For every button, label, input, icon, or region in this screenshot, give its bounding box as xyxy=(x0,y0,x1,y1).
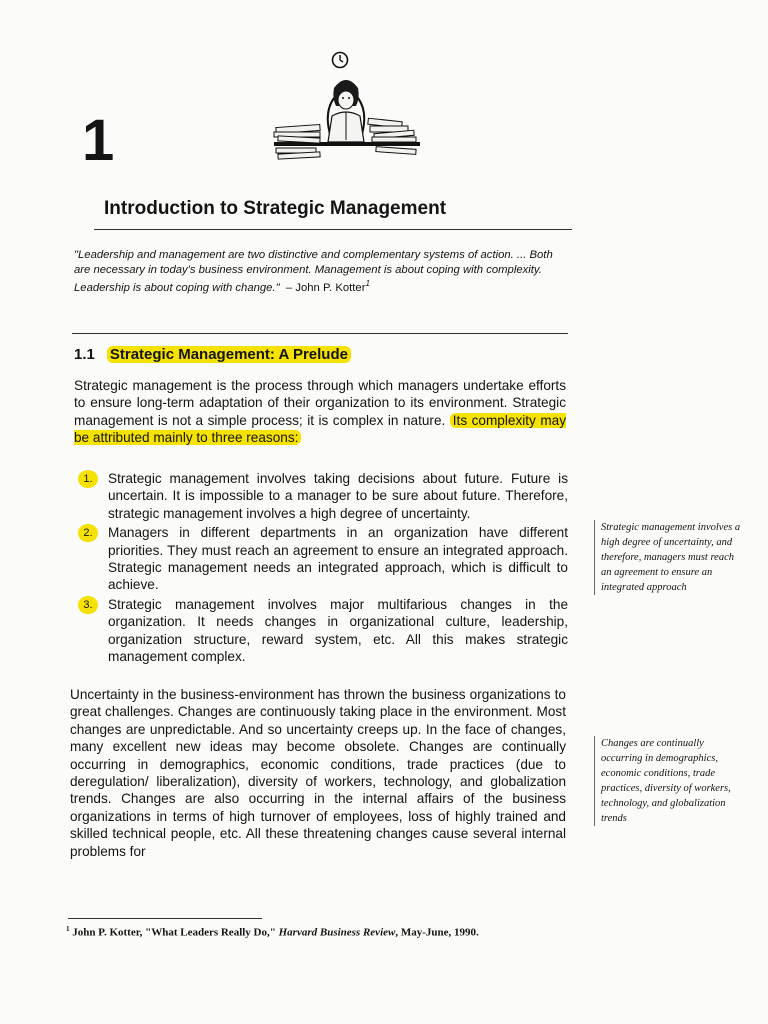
epigraph-attribution: – John P. Kotter xyxy=(285,281,366,294)
list-item-text: Managers in different departments in an organization have different priorities. They must reach an agreement to ensure an integrated approach. Strategic management needs an integrated approach, which is difficult to achieve. xyxy=(108,525,568,593)
section-heading xyxy=(74,346,351,363)
footnote-article: "What Leaders Really Do," xyxy=(145,926,279,939)
margin-note: Strategic management involves a high degree of uncertainty, and therefore, managers must reach an agreement to ensure an integrated approach xyxy=(594,520,741,595)
list-marker: 3. xyxy=(78,596,98,614)
intro-paragraph xyxy=(74,377,566,447)
body-paragraph: Uncertainty in the business-environment has thrown the business organizations to great challenges. Changes are continuously taking place in the environment. Most changes are unpredictable. And so uncertainty creeps up. In the face of changes, many excellent new ideas may become obsolete. Changes are continually occurring in demographics, economic conditions, trade practices (due to deregulation/ liberalization), diversity of workers, technology, and globalization trends. Changes are also occurring in the internal affairs of the business organizations in terms of high turnover of employees, loss of highly trained and skilled technical people, etc. All these threatening changes cause several internal problems for xyxy=(70,687,566,859)
epigraph-footnote-mark: 1 xyxy=(365,279,370,289)
epigraph-quote xyxy=(74,248,570,296)
margin-note: Changes are continually occurring in demographics, economic conditions, trade practices, diversity of workers, technology, and globalization trends xyxy=(594,736,741,826)
intro-paragraph-text: Strategic management is the process through which managers undertake efforts to ensure long-term adaptation of their organization to its environment. Strategic management is not a simple process; it is complex in nature. xyxy=(74,378,566,428)
section-title: Strategic Management: A Prelude xyxy=(107,346,351,363)
footnote xyxy=(66,925,479,939)
reasons-list xyxy=(76,470,568,667)
footnote-divider xyxy=(68,918,262,919)
section-number: 1.1 xyxy=(74,346,95,363)
stressed-manager-illustration-icon xyxy=(270,48,422,166)
footnote-author: John P. Kotter, xyxy=(72,926,146,939)
chapter-number: 1 xyxy=(82,108,115,173)
list-item xyxy=(76,524,568,594)
list-item xyxy=(76,470,568,522)
section-divider xyxy=(72,333,568,334)
footnote-mark: 1 xyxy=(66,925,70,933)
intro-paragraph-highlight: Its complexity may be attributed mainly to three reasons: xyxy=(74,412,566,446)
footnote-journal: Harvard Business Review xyxy=(278,926,396,939)
list-marker: 2. xyxy=(78,524,98,542)
list-marker: 1. xyxy=(78,470,98,488)
title-divider xyxy=(94,229,572,230)
chapter-title: Introduction to Strategic Management xyxy=(104,198,447,219)
list-item-text: Strategic management involves major multifarious changes in the organization. It needs changes in organizational culture, leadership, organization structure, reward system, etc. All this makes strategic management complex. xyxy=(108,596,568,665)
epigraph-text: "Leadership and management are two distinctive and complementary systems of action. ... Both are necessary in today's business environment. Management is about coping with complexity. Leadership is about coping with change." xyxy=(74,249,553,294)
footnote-date: , May-June, 1990. xyxy=(395,926,479,939)
list-item-text: Strategic management involves taking decisions about future. Future is uncertain. It is impossible to a manager to be sure about future. Therefore, strategic management involves a high degree of uncertainty. xyxy=(108,471,568,521)
list-item xyxy=(76,596,568,666)
